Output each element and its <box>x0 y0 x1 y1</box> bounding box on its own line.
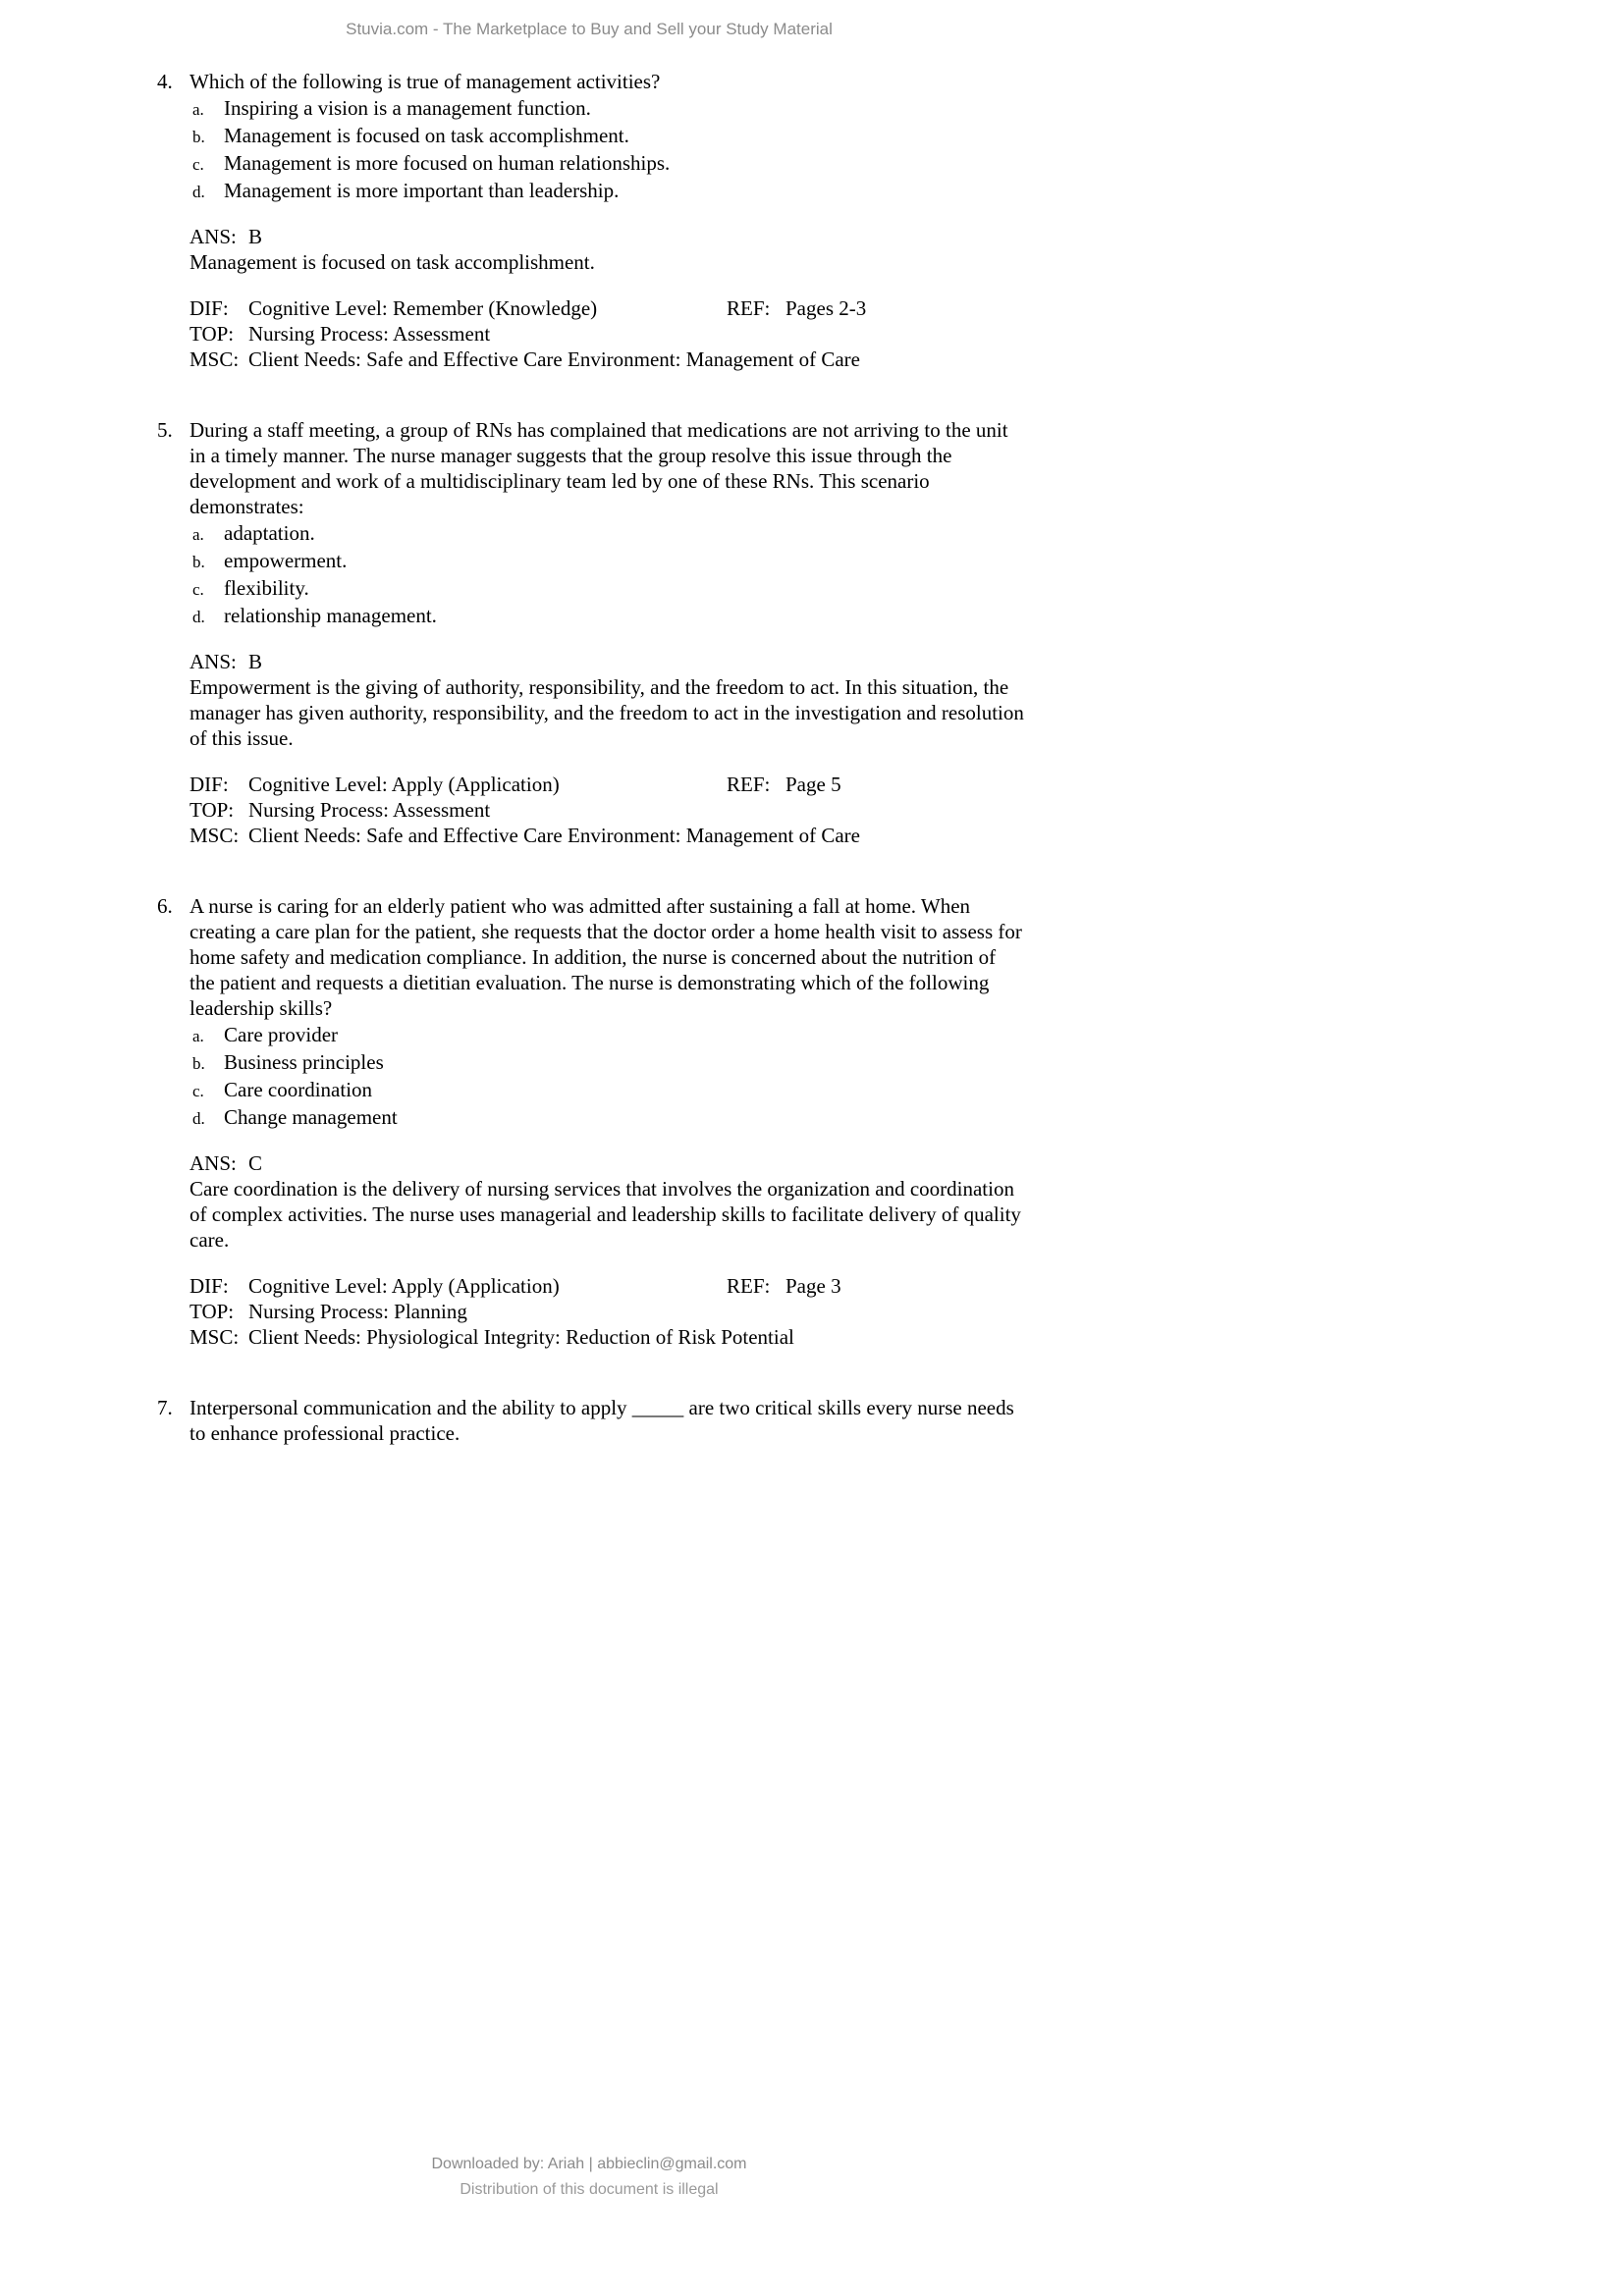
question-text: Which of the following is true of management activities? <box>189 70 661 93</box>
options-list <box>189 1022 1025 1132</box>
rationale-text: Empowerment is the giving of authority, responsibility, and the freedom to act. In this situation, the manager has given authority, responsibility, and the freedom to act in the investigation and resolution of this issue. <box>189 675 1024 750</box>
option-letter: c. <box>192 1082 204 1100</box>
option-text: Change management <box>224 1105 398 1129</box>
option-letter: b. <box>192 553 205 571</box>
option-row <box>189 95 1025 123</box>
options-list <box>189 95 1025 205</box>
option-text: Inspiring a vision is a management function. <box>224 96 591 120</box>
question-block-5 <box>157 417 1025 848</box>
top-value: Nursing Process: Planning <box>248 1300 467 1323</box>
option-row <box>189 1077 1025 1104</box>
answer-value: B <box>248 650 263 673</box>
question-block-4 <box>157 69 1025 372</box>
option-text: Care provider <box>224 1023 339 1046</box>
option-text: flexibility. <box>224 576 309 600</box>
question-number: 6. <box>157 894 173 918</box>
rationale-text: Management is focused on task accomplishment. <box>189 250 595 274</box>
dif-label: DIF: <box>189 773 229 796</box>
option-letter: d. <box>192 1109 205 1128</box>
question-text: During a staff meeting, a group of RNs has complained that medications are not arriving to the unit in a timely manner. The nurse manager suggests that the group resolve this issue through the development and work of a multidisciplinary team led by one of these RNs. This scenario demonstrates: <box>189 418 1008 518</box>
dif-label: DIF: <box>189 296 229 320</box>
content-area <box>157 69 1025 1491</box>
top-label: TOP: <box>189 798 235 822</box>
option-text: adaptation. <box>224 521 315 545</box>
option-row <box>189 1022 1025 1049</box>
dif-value: Cognitive Level: Remember (Knowledge) <box>248 296 598 320</box>
page-footer <box>0 2156 1178 2199</box>
option-letter: a. <box>192 1027 204 1045</box>
msc-row <box>189 347 1025 372</box>
top-row <box>189 321 1025 347</box>
question-block-6 <box>157 893 1025 1350</box>
question-body <box>189 893 1025 1350</box>
answer-block <box>189 224 1025 275</box>
top-row <box>189 797 1025 823</box>
top-row <box>189 1299 1025 1324</box>
question-block-7 <box>157 1395 1025 1446</box>
meta-block <box>189 1273 1025 1350</box>
ref-label: REF: <box>727 773 771 796</box>
footer-downloaded-by: Downloaded by: Ariah | abbieclin@gmail.com <box>431 2156 747 2172</box>
option-letter: d. <box>192 608 205 626</box>
answer-value: B <box>248 225 263 248</box>
ref-value: Page 5 <box>785 773 841 796</box>
option-text: Care coordination <box>224 1078 373 1101</box>
ref-label: REF: <box>727 296 771 320</box>
header-text: Stuvia.com - The Marketplace to Buy and Sell your Study Material <box>346 20 833 38</box>
option-row <box>189 548 1025 575</box>
question-body <box>189 69 1025 372</box>
rationale-text: Care coordination is the delivery of nursing services that involves the organization and coordination of complex activities. The nurse uses managerial and leadership skills to facilitate delivery of quality care. <box>189 1177 1021 1252</box>
question-text: Interpersonal communication and the ability to apply _____ are two critical skills every nurse needs to enhance professional practice. <box>189 1396 1014 1445</box>
ref-group <box>727 295 866 321</box>
dif-label: DIF: <box>189 1274 229 1298</box>
ref-label: REF: <box>727 1274 771 1298</box>
option-text: Management is more important than leadership. <box>224 179 620 202</box>
option-row <box>189 1049 1025 1077</box>
msc-label: MSC: <box>189 347 240 371</box>
dif-row <box>189 1273 1025 1299</box>
msc-value: Client Needs: Physiological Integrity: Reduction of Risk Potential <box>248 1325 794 1349</box>
option-row <box>189 575 1025 603</box>
option-letter: c. <box>192 155 204 174</box>
dif-value: Cognitive Level: Apply (Application) <box>248 773 560 796</box>
option-letter: a. <box>192 100 204 119</box>
dif-row <box>189 772 1025 797</box>
meta-block <box>189 295 1025 372</box>
msc-row <box>189 1324 1025 1350</box>
answer-row <box>189 1150 1025 1176</box>
top-value: Nursing Process: Assessment <box>248 798 491 822</box>
options-list <box>189 520 1025 630</box>
option-letter: d. <box>192 183 205 201</box>
answer-label: ANS: <box>189 650 237 673</box>
ref-group <box>727 772 841 797</box>
option-letter: a. <box>192 525 204 544</box>
option-row <box>189 150 1025 178</box>
answer-label: ANS: <box>189 1151 237 1175</box>
msc-label: MSC: <box>189 1325 240 1349</box>
question-body <box>189 417 1025 848</box>
option-row <box>189 1104 1025 1132</box>
dif-row <box>189 295 1025 321</box>
question-number: 7. <box>157 1396 173 1419</box>
ref-value: Page 3 <box>785 1274 841 1298</box>
msc-value: Client Needs: Safe and Effective Care Environment: Management of Care <box>248 824 860 847</box>
answer-row <box>189 649 1025 674</box>
option-letter: b. <box>192 128 205 146</box>
question-text: A nurse is caring for an elderly patient who was admitted after sustaining a fall at home. When creating a care plan for the patient, she requests that the doctor order a home health visit to assess for home safety and medication compliance. In addition, the nurse is concerned about the nutrition of the patient and requests a dietitian evaluation. The nurse is demonstrating which of the following leadership skills? <box>189 894 1022 1020</box>
ref-value: Pages 2-3 <box>785 296 867 320</box>
top-value: Nursing Process: Assessment <box>248 322 491 346</box>
top-label: TOP: <box>189 322 235 346</box>
option-letter: c. <box>192 580 204 599</box>
msc-label: MSC: <box>189 824 240 847</box>
answer-row <box>189 224 1025 249</box>
answer-value: C <box>248 1151 263 1175</box>
option-row <box>189 520 1025 548</box>
option-letter: b. <box>192 1054 205 1073</box>
question-number: 5. <box>157 418 173 442</box>
option-text: Management is focused on task accomplishment. <box>224 124 629 147</box>
option-text: empowerment. <box>224 549 348 572</box>
msc-value: Client Needs: Safe and Effective Care Environment: Management of Care <box>248 347 860 371</box>
top-label: TOP: <box>189 1300 235 1323</box>
option-row <box>189 123 1025 150</box>
ref-group <box>727 1273 841 1299</box>
option-row <box>189 178 1025 205</box>
dif-value: Cognitive Level: Apply (Application) <box>248 1274 560 1298</box>
meta-block <box>189 772 1025 848</box>
option-row <box>189 603 1025 630</box>
page-header <box>0 20 1178 39</box>
option-text: relationship management. <box>224 604 437 627</box>
answer-block <box>189 1150 1025 1253</box>
answer-block <box>189 649 1025 751</box>
option-text: Business principles <box>224 1050 384 1074</box>
answer-label: ANS: <box>189 225 237 248</box>
footer-distribution-notice: Distribution of this document is illegal <box>460 2181 719 2198</box>
question-body <box>189 1395 1025 1446</box>
question-number: 4. <box>157 70 173 93</box>
msc-row <box>189 823 1025 848</box>
option-text: Management is more focused on human relationships. <box>224 151 671 175</box>
